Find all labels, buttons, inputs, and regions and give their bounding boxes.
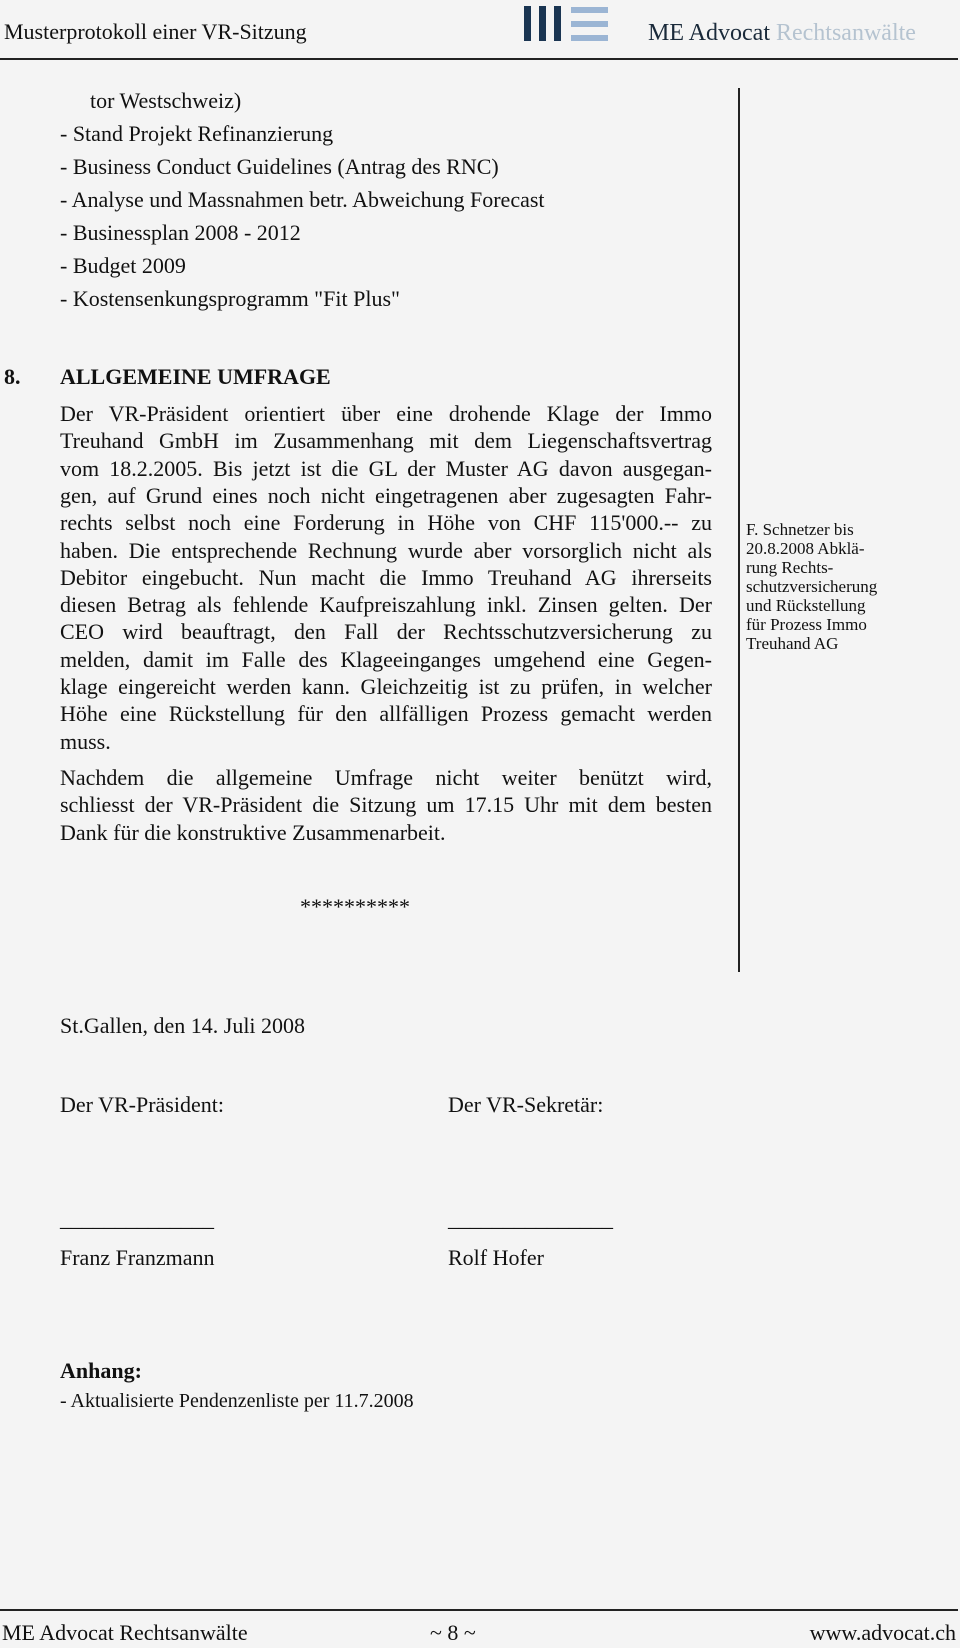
text-line: muss.	[60, 728, 111, 754]
page-number: ~ 8 ~	[430, 1620, 476, 1645]
place-date: St.Gallen, den 14. Juli 2008	[60, 1013, 306, 1038]
text-line: schutzversicherung	[746, 577, 878, 596]
list-item: - Businessplan 2008 - 2012	[60, 220, 301, 245]
text-line: Dank für die konstruktive Zusammenarbeit.	[60, 819, 446, 845]
text-line: gen, auf Grund eines noch nicht eingetragenen aber zugesagten Fahr-	[60, 482, 712, 508]
text-line: diesen Betrag als fehlende Kaufpreiszahlung inkl. Zinsen gelten. Der	[60, 592, 712, 618]
text-line: Treuhand AG	[746, 634, 839, 653]
list-item: - Kostensenkungsprogramm "Fit Plus"	[60, 286, 401, 311]
appendix-title: Anhang:	[60, 1358, 142, 1383]
text-line: F. Schnetzer bis	[746, 520, 854, 539]
list-item: - Budget 2009	[60, 253, 186, 278]
text-line: vom 18.2.2005. Bis jetzt ist die GL der Muster AG davon ausgegan-	[60, 455, 712, 481]
header-logo-text: ME Advocat Rechtsanwälte	[648, 20, 916, 46]
text-line: klage eingereicht werden kann. Gleichzeitig ist zu prüfen, in welcher	[60, 674, 712, 699]
list-item: tor Westschweiz)	[90, 88, 242, 113]
list-item: - Business Conduct Guidelines (Antrag des RNC)	[60, 154, 499, 179]
footer-divider	[0, 1609, 958, 1611]
text-line: Debitor eingebucht. Nun macht die Immo Treuhand AG ihrerseits	[60, 564, 712, 590]
appendix-item: - Aktualisierte Pendenzenliste per 11.7.2008	[60, 1390, 414, 1412]
text-line: schliesst der VR-Präsident die Sitzung um 17.15 Uhr mit dem besten	[60, 792, 712, 818]
text-line: Treuhand GmbH im Zusammenhang mit dem Liegenschaftsvertrag	[60, 428, 712, 454]
margin-divider	[738, 88, 740, 972]
footer-left: ME Advocat Rechtsanwälte	[2, 1620, 248, 1645]
text-line: rechts selbst noch eine Forderung in Höhe von CHF 115'000.-- zu	[60, 510, 712, 536]
secretary-signature-line: _______________	[448, 1206, 613, 1231]
text-line: CEO wird beauftragt, den Fall der Rechtsschutzversicherung zu	[60, 619, 712, 645]
header-divider	[0, 58, 958, 60]
text-line: Höhe eine Rückstellung für den allfälligen Prozess gemacht werden	[60, 701, 712, 727]
secretary-name: Rolf Hofer	[448, 1245, 544, 1270]
text-line: und Rückstellung	[746, 596, 866, 615]
text-line: melden, damit im Falle des Klageeinganges umgehend eine Gegen-	[60, 646, 712, 672]
footer-url: www.advocat.ch	[809, 1620, 956, 1645]
text-line: Der VR-Präsident orientiert über eine drohende Klage der Immo	[60, 401, 712, 426]
secretary-role: Der VR-Sekretär:	[448, 1092, 604, 1117]
text-line: 20.8.2008 Abklä-	[746, 539, 865, 558]
list-item: - Analyse und Massnahmen betr. Abweichung Forecast	[60, 187, 545, 212]
section-title: ALLGEMEINE UMFRAGE	[60, 364, 331, 389]
president-role: Der VR-Präsident:	[60, 1092, 224, 1117]
list-item: - Stand Projekt Refinanzierung	[60, 121, 334, 146]
section-number: 8.	[4, 364, 21, 389]
text-line: Nachdem die allgemeine Umfrage nicht weiter benützt wird,	[60, 765, 712, 790]
president-signature-line: ______________	[60, 1206, 214, 1231]
text-line: haben. Die entsprechende Rechnung wurde aber vorsorglich nicht als	[60, 537, 712, 563]
president-name: Franz Franzmann	[60, 1245, 215, 1270]
separator: **********	[300, 894, 410, 919]
header-title: Musterprotokoll einer VR-Sitzung	[4, 19, 307, 44]
text-line: für Prozess Immo	[746, 615, 867, 634]
text-line: rung Rechts-	[746, 558, 834, 577]
